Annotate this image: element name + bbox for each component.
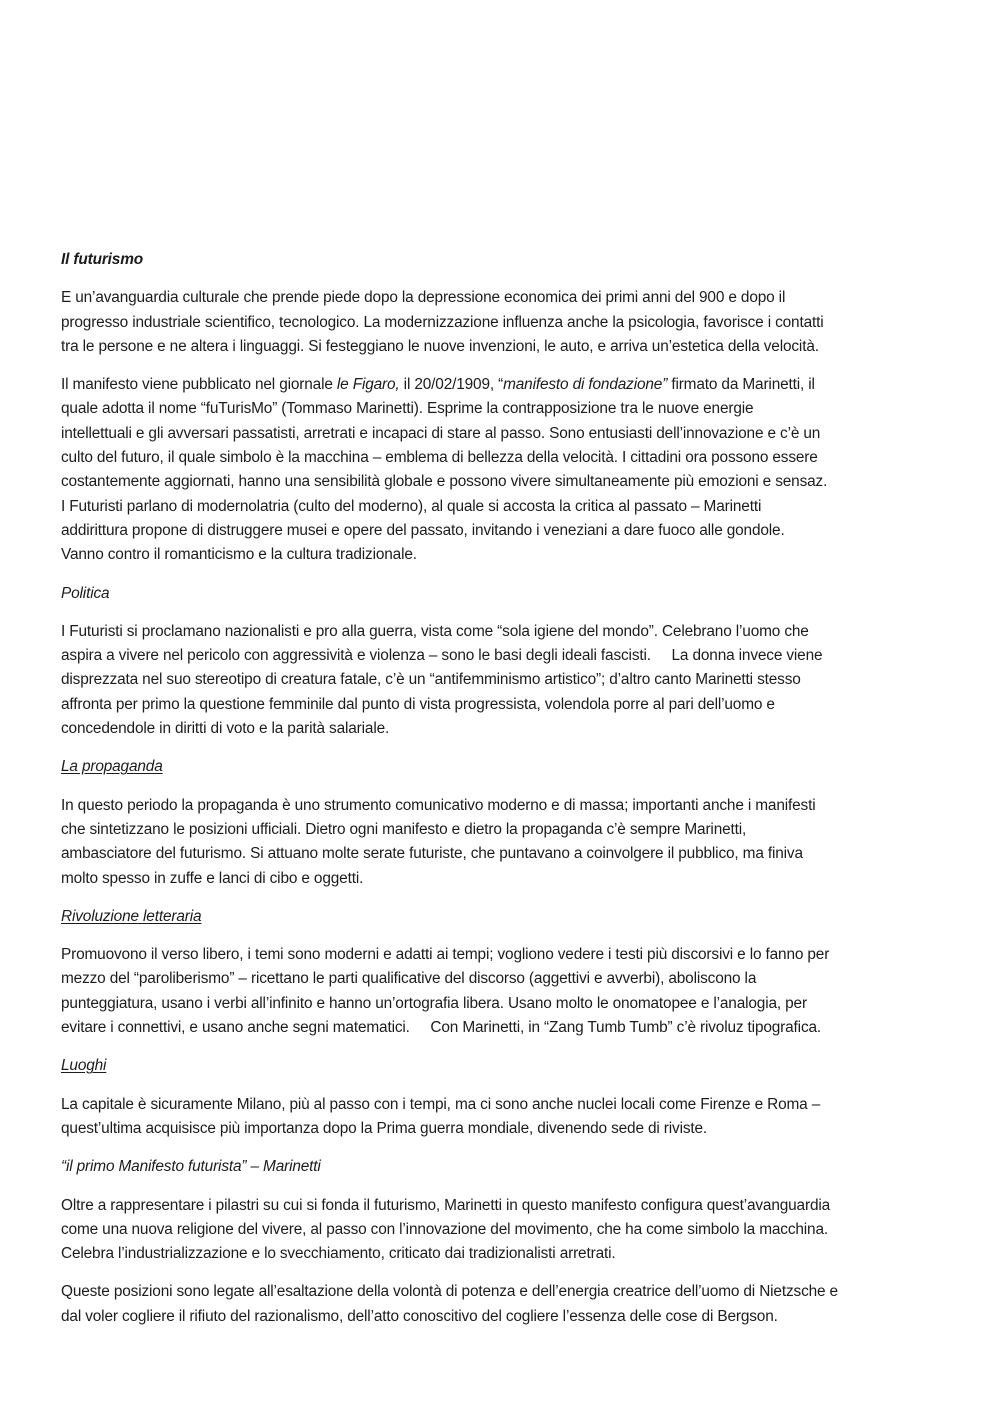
section-heading-primo-manifesto: “il primo Manifesto futurista” – Marinetti bbox=[61, 1158, 321, 1176]
conclusione-paragraph bbox=[61, 1280, 941, 1329]
politica-paragraph bbox=[61, 620, 941, 741]
text-line: aspira a vivere nel pericolo con aggressività e violenza – sono le basi degli ideali fascisti. La donna invece viene bbox=[61, 647, 823, 665]
primo-manifesto-paragraph bbox=[61, 1194, 941, 1267]
text-line: dal voler cogliere il rifiuto del razionalismo, dell’atto conoscitivo del cogliere l’essenza delle cose di Bergson. bbox=[61, 1307, 778, 1325]
text-line: costantemente aggiornati, hanno una sensibilità globale e possono vivere simultaneamente più emozioni e sensaz. bbox=[61, 473, 828, 491]
text-line: Oltre a rappresentare i pilastri su cui si fonda il futurismo, Marinetti in questo manifesto configura quest’avanguardia bbox=[61, 1196, 831, 1214]
text-line: intellettuali e gli avversari passatisti, arretrati e incapaci di stare al passo. Sono entusiasti dell’innovazione e c’è un bbox=[61, 424, 821, 442]
text-line bbox=[61, 373, 941, 397]
text-line: La capitale è sicuramente Milano, più al passo con i tempi, ma ci sono anche nuclei locali come Firenze e Roma – bbox=[61, 1095, 821, 1113]
document-page bbox=[61, 248, 941, 1329]
text-line: disprezzata nel suo stereotipo di creatura fatale, c’è un “antifemminismo artistico”; d’altro canto Marinetti stesso bbox=[61, 671, 801, 689]
text-line: In questo periodo la propaganda è uno strumento comunicativo moderno e di massa; importanti anche i manifesti bbox=[61, 796, 816, 814]
text-line: affronta per primo la questione femminile dal punto di vista progressista, volendola porre al pari dell’uomo e bbox=[61, 695, 775, 713]
text-line: come una nuova religione del vivere, al passo con l’innovazione del movimento, che ha come simbolo la macchina. bbox=[61, 1220, 828, 1238]
section-heading-politica: Politica bbox=[61, 584, 110, 602]
text-line: punteggiatura, usano i verbi all’infinito e hanno un’ortografia libera. Usano molto le onomatopee e l’analogia, per bbox=[61, 994, 807, 1012]
manifesto-title: manifesto di fondazione” bbox=[503, 376, 668, 394]
text-line: quale adotta il nome “fuTurisMo” (Tommaso Marinetti). Esprime la contrapposizione tra le nuove energie bbox=[61, 400, 754, 418]
text-line: I Futuristi si proclamano nazionalisti e pro alla guerra, vista come “sola igiene del mondo”. Celebrano l’uomo che bbox=[61, 622, 809, 640]
text-segment: il 20/02/1909, “ bbox=[399, 376, 504, 394]
section-heading-propaganda: La propaganda bbox=[61, 758, 163, 776]
document-title: Il futurismo bbox=[61, 251, 143, 268]
text-segment: firmato da Marinetti, il bbox=[667, 376, 815, 394]
manifesto-paragraph bbox=[61, 373, 941, 567]
text-segment: Il manifesto viene pubblicato nel giornale bbox=[61, 376, 337, 394]
newspaper-name: le Figaro, bbox=[336, 376, 400, 394]
text-line: mezzo del “paroliberismo” – ricettano le parti qualificative del discorso (aggettivi e avverbi), aboliscono la bbox=[61, 970, 757, 988]
text-line: Celebra l’industrializzazione e lo svecchiamento, criticato dai tradizionalisti arretrati. bbox=[61, 1245, 616, 1263]
text-line: addirittura propone di distruggere musei e opere del passato, invitando i veneziani a dare fuoco alle gondole. bbox=[61, 521, 785, 539]
luoghi-paragraph bbox=[61, 1093, 941, 1142]
text-line: culto del futuro, il quale simbolo è la macchina – emblema di bellezza della velocità. I cittadini ora possono essere bbox=[61, 449, 818, 467]
text-line: I Futuristi parlano di modernolatria (culto del moderno), al quale si accosta la critica al passato – Marinetti bbox=[61, 497, 762, 515]
text-line: evitare i connettivi, e usano anche segni matematici. Con Marinetti, in “Zang Tumb Tumb” c’è rivoluz tipografica. bbox=[61, 1019, 822, 1037]
text-line: molto spesso in zuffe e lanci di cibo e oggetti. bbox=[61, 869, 364, 887]
section-heading-luoghi: Luoghi bbox=[61, 1057, 107, 1075]
intro-paragraph bbox=[61, 286, 941, 359]
propaganda-paragraph bbox=[61, 794, 941, 891]
text-line: progresso industriale scientifico, tecnologico. La modernizzazione influenza anche la psicologia, favorisce i contatti bbox=[61, 313, 824, 331]
text-line: Promuovono il verso libero, i temi sono moderni e adatti ai tempi; vogliono vedere i testi più discorsivi e lo fanno per bbox=[61, 946, 830, 964]
rivoluzione-paragraph bbox=[61, 943, 941, 1040]
text-line: tra le persone e ne altera i linguaggi. Si festeggiano le nuove invenzioni, le auto, e arriva un’estetica della velocità. bbox=[61, 337, 819, 355]
text-line: concedendole in diritti di voto e la parità salariale. bbox=[61, 720, 390, 738]
text-line: ambasciatore del futurismo. Si attuano molte serate futuriste, che puntavano a coinvolgere il pubblico, ma finiva bbox=[61, 845, 803, 863]
section-heading-rivoluzione: Rivoluzione letteraria bbox=[61, 907, 202, 925]
text-line: Queste posizioni sono legate all’esaltazione della volontà di potenza e dell’energia creatrice dell’uomo di Nietzsche e bbox=[61, 1283, 838, 1301]
text-line: che sintetizzano le posizioni ufficiali. Dietro ogni manifesto e dietro la propaganda c’è sempre Marinetti, bbox=[61, 820, 747, 838]
text-line: quest’ultima acquisisce più importanza dopo la Prima guerra mondiale, divenendo sede di riviste. bbox=[61, 1119, 708, 1137]
text-line: E un’avanguardia culturale che prende piede dopo la depressione economica dei primi anni del 900 e dopo il bbox=[61, 289, 786, 307]
text-line: Vanno contro il romanticismo e la cultura tradizionale. bbox=[61, 546, 417, 564]
